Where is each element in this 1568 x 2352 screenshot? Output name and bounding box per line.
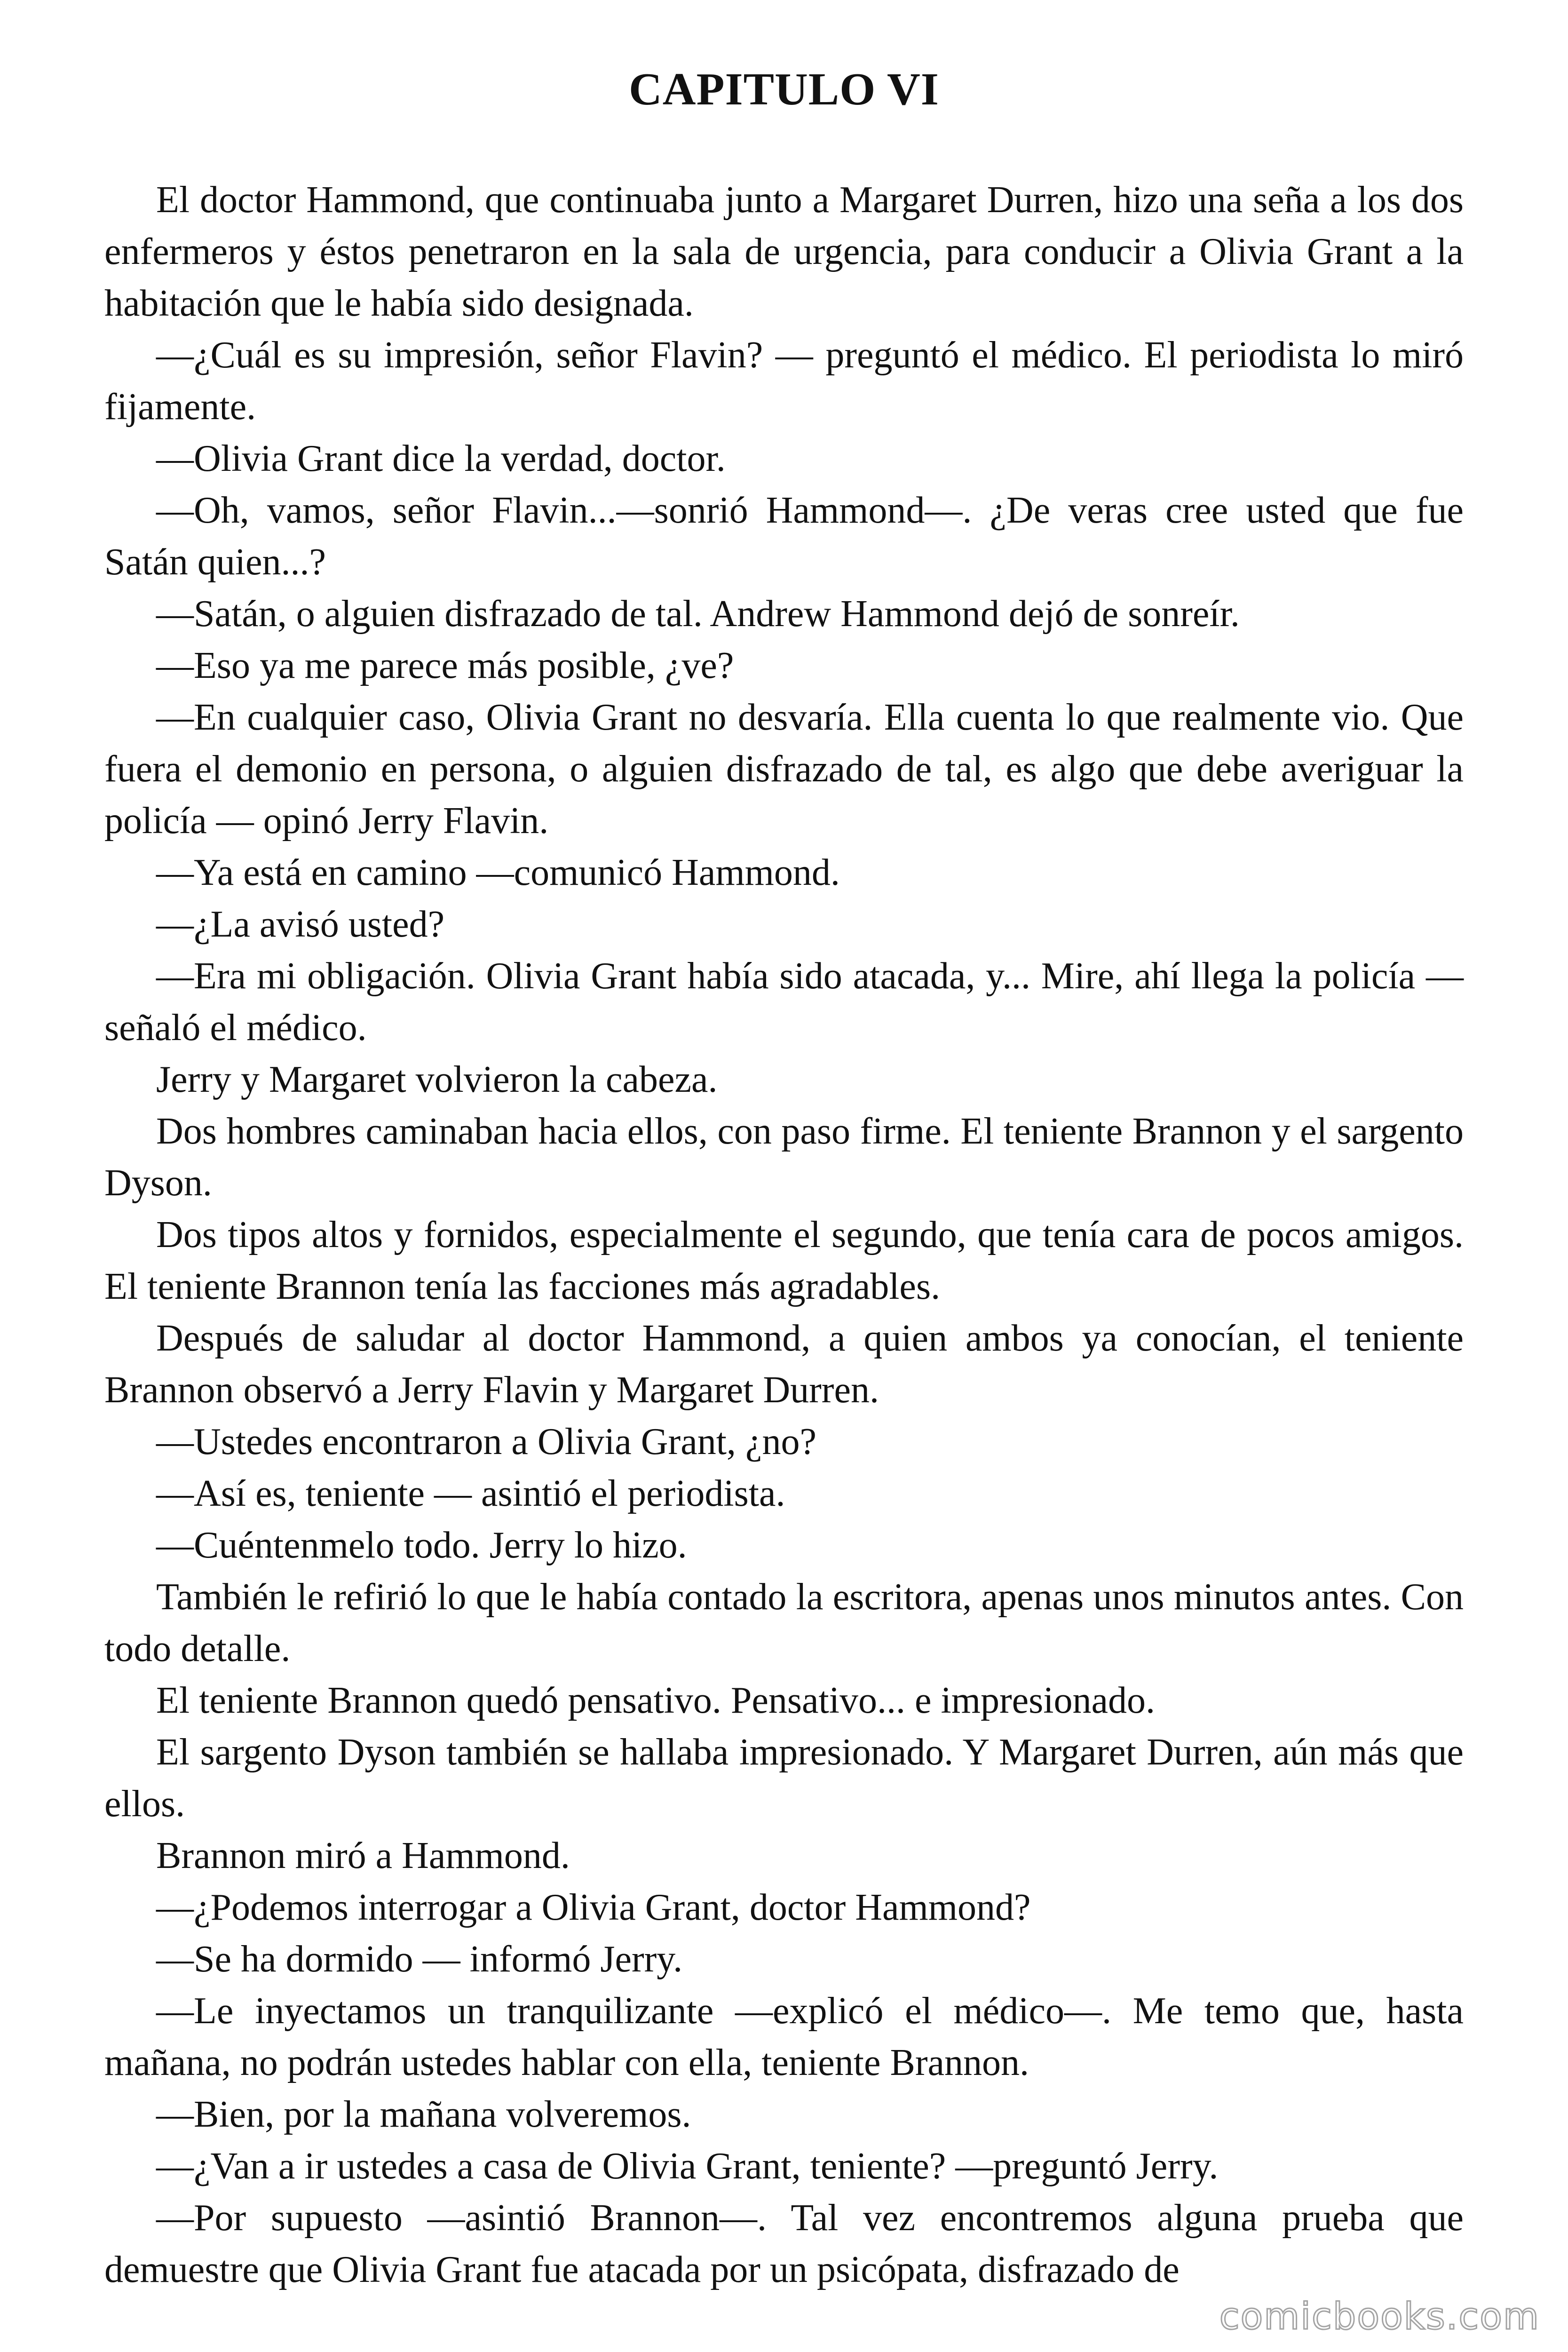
paragraph: —Oh, vamos, señor Flavin...—sonrió Hammond—. ¿De veras cree usted que fue Satán quien...? bbox=[104, 490, 1464, 583]
chapter-body bbox=[104, 174, 1464, 2296]
paragraph: —Eso ya me parece más posible, ¿ve? bbox=[156, 645, 734, 686]
paragraph: Después de saludar al doctor Hammond, a quien ambos ya conocían, el teniente Brannon observó a Jerry Flavin y Margaret Durren. bbox=[104, 1318, 1464, 1411]
paragraph: —Por supuesto —asintió Brannon—. Tal vez encontremos alguna prueba que demuestre que Olivia Grant fue atacada por un psicópata, disfrazado de bbox=[104, 2197, 1464, 2290]
paragraph: —Cuéntenmelo todo. Jerry lo hizo. bbox=[156, 1525, 687, 1566]
paragraph: —¿Podemos interrogar a Olivia Grant, doctor Hammond? bbox=[156, 1887, 1031, 1928]
paragraph: Jerry y Margaret volvieron la cabeza. bbox=[156, 1059, 718, 1100]
paragraph: Dos tipos altos y fornidos, especialmente el segundo, que tenía cara de pocos amigos. El teniente Brannon tenía las facciones más agradables. bbox=[104, 1214, 1464, 1307]
paragraph: El sargento Dyson también se hallaba impresionado. Y Margaret Durren, aún más que ellos. bbox=[104, 1732, 1464, 1825]
paragraph: —Bien, por la mañana volveremos. bbox=[156, 2094, 691, 2135]
site-watermark: comicbooks.com bbox=[1219, 2296, 1540, 2338]
paragraph: —Ustedes encontraron a Olivia Grant, ¿no? bbox=[156, 1421, 816, 1462]
paragraph: Dos hombres caminaban hacia ellos, con paso firme. El teniente Brannon y el sargento Dyson. bbox=[104, 1111, 1464, 1204]
paragraph: —Le inyectamos un tranquilizante —explicó el médico—. Me temo que, hasta mañana, no podrán ustedes hablar con ella, teniente Brannon. bbox=[104, 1990, 1464, 2083]
paragraph: —¿Cuál es su impresión, señor Flavin? — preguntó el médico. El periodista lo miró fijamente. bbox=[104, 334, 1464, 428]
paragraph: El doctor Hammond, que continuaba junto a Margaret Durren, hizo una seña a los dos enfermeros y éstos penetraron en la sala de urgencia, para conducir a Olivia Grant a la habitación que le había sido designada. bbox=[104, 179, 1464, 324]
chapter-title: CAPITULO VI bbox=[629, 64, 939, 115]
paragraph: —Se ha dormido — informó Jerry. bbox=[156, 1939, 683, 1980]
paragraph: También le refirió lo que le había contado la escritora, apenas unos minutos antes. Con todo detalle. bbox=[104, 1576, 1464, 1669]
paragraph: —Ya está en camino —comunicó Hammond. bbox=[156, 852, 840, 893]
paragraph: —¿Van a ir ustedes a casa de Olivia Grant, teniente? —preguntó Jerry. bbox=[156, 2145, 1219, 2187]
paragraph: —Era mi obligación. Olivia Grant había sido atacada, y... Mire, ahí llega la policía — señaló el médico. bbox=[104, 955, 1464, 1049]
paragraph: —Así es, teniente — asintió el periodista. bbox=[156, 1473, 785, 1514]
paragraph: —¿La avisó usted? bbox=[156, 904, 445, 945]
paragraph: El teniente Brannon quedó pensativo. Pensativo... e impresionado. bbox=[156, 1680, 1155, 1721]
paragraph: —Satán, o alguien disfrazado de tal. Andrew Hammond dejó de sonreír. bbox=[156, 593, 1240, 635]
paragraph: Brannon miró a Hammond. bbox=[156, 1835, 570, 1876]
paragraph: —Olivia Grant dice la verdad, doctor. bbox=[156, 438, 726, 479]
paragraph: —En cualquier caso, Olivia Grant no desvaría. Ella cuenta lo que realmente vio. Que fuera el demonio en persona, o alguien disfrazado de tal, es algo que debe averiguar la policía — opinó Jerry Flavin. bbox=[104, 697, 1464, 842]
